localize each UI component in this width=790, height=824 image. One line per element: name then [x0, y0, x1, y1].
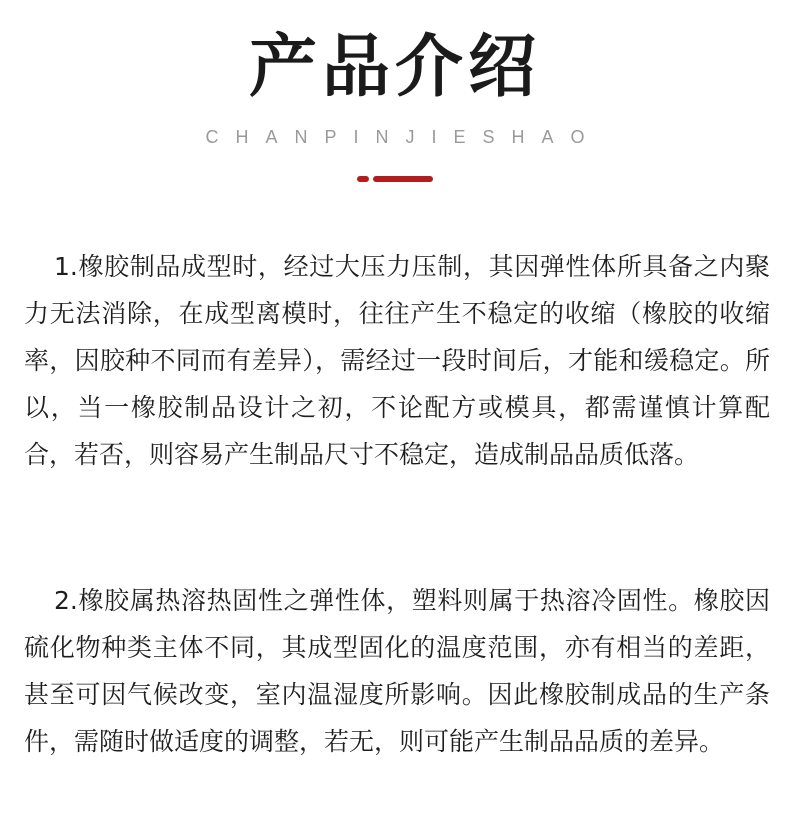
- divider-dot: [357, 176, 369, 182]
- paragraph-shrinkage: 1.橡胶制品成型时，经过大压力压制，其因弹性体所具备之内聚力无法消除，在成型离模时，往往产生不稳定的收缩（橡胶的收缩率，因胶种不同而有差异），需经过一段时间后，才能和缓稳定。所以，当一橡胶制品设计之初，不论配方或模具，都需谨慎计算配合，若否，则容易产生制品尺寸不稳定，造成制品品质低落。: [24, 252, 770, 469]
- paragraph-curing: 2.橡胶属热溶热固性之弹性体，塑料则属于热溶冷固性。橡胶因硫化物种类主体不同，其成型固化的温度范围，亦有相当的差距，甚至可因气候改变，室内温湿度所影响。因此橡胶制成品的生产条件，需随时做适度的调整，若无，则可能产生制品品质的差异。: [24, 586, 770, 756]
- title-divider: [357, 176, 437, 182]
- page-subtitle-pinyin: CHANPINJIESHAO: [205, 127, 602, 147]
- page-title: 产品介绍: [248, 28, 541, 107]
- divider-bar: [373, 176, 433, 182]
